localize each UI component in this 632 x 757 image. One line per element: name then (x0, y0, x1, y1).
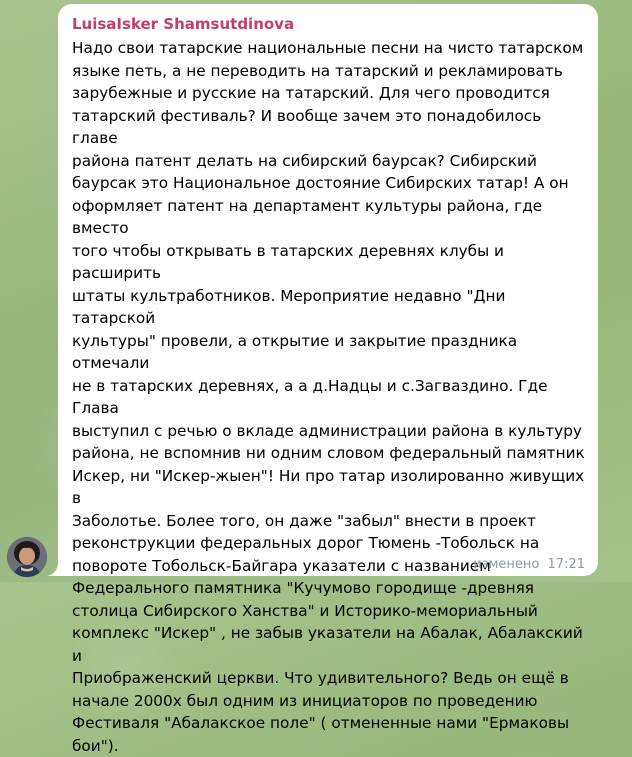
sender-name[interactable]: LuisaIsker Shamsutdinova (72, 15, 295, 33)
message-time: 17:21 (547, 557, 585, 572)
sender-avatar[interactable] (7, 537, 47, 577)
message-text: Надо свои татарские национальные песни на чисто татарском языке петь, а не переводить на татарский и рекламировать зарубежные и русские на татарский. Для чего проводится татарский фестиваль? И вообще зачем это понадобилось главе района патент делать на сибирский баурсак? Сибирский баурсак это Национальное достояние Сибирских татар! А он оформляет патент на департамент культуры района, где вместо того чтобы открывать в татарских деревнях клубы и расширить штаты культработников. Мероприятие недавно "Дни татарской культуры" провели, а открытие и закрытие праздника отмечали не в татарских деревнях, а а д.Надцы и с.Загваздино. Где Глава выступил с речью о вкладе администрации района в культуру района, не вспомнив ни одним словом федеральный памятник Искер, ни "Искер-жыен"! Ни про татар изолированно живущих в Заболотье. Более того, он даже "забыл" внести в проект реконструкции федеральных дорог Тюмень -Тобольск на повороте Тобольск-Байгара указатели с названием Федерального памятника "Кучумово городище -древняя столица Сибирского Ханства" и Историко-мемориальный комплекс "Искер" , не забыв указатели на Абалак, Абалакский и Приображенский церкви. Что удивительного? Ведь он ещё в начале 2000х был одним из инициаторов по проведению Фестиваля "Абалакское поле" ( отмененные нами "Ермаковы бои"). (72, 39, 585, 755)
message-meta (469, 557, 585, 572)
edited-label: изменено (473, 557, 540, 572)
message-bubble[interactable] (58, 4, 598, 755)
avatar-photo-icon (7, 537, 47, 577)
